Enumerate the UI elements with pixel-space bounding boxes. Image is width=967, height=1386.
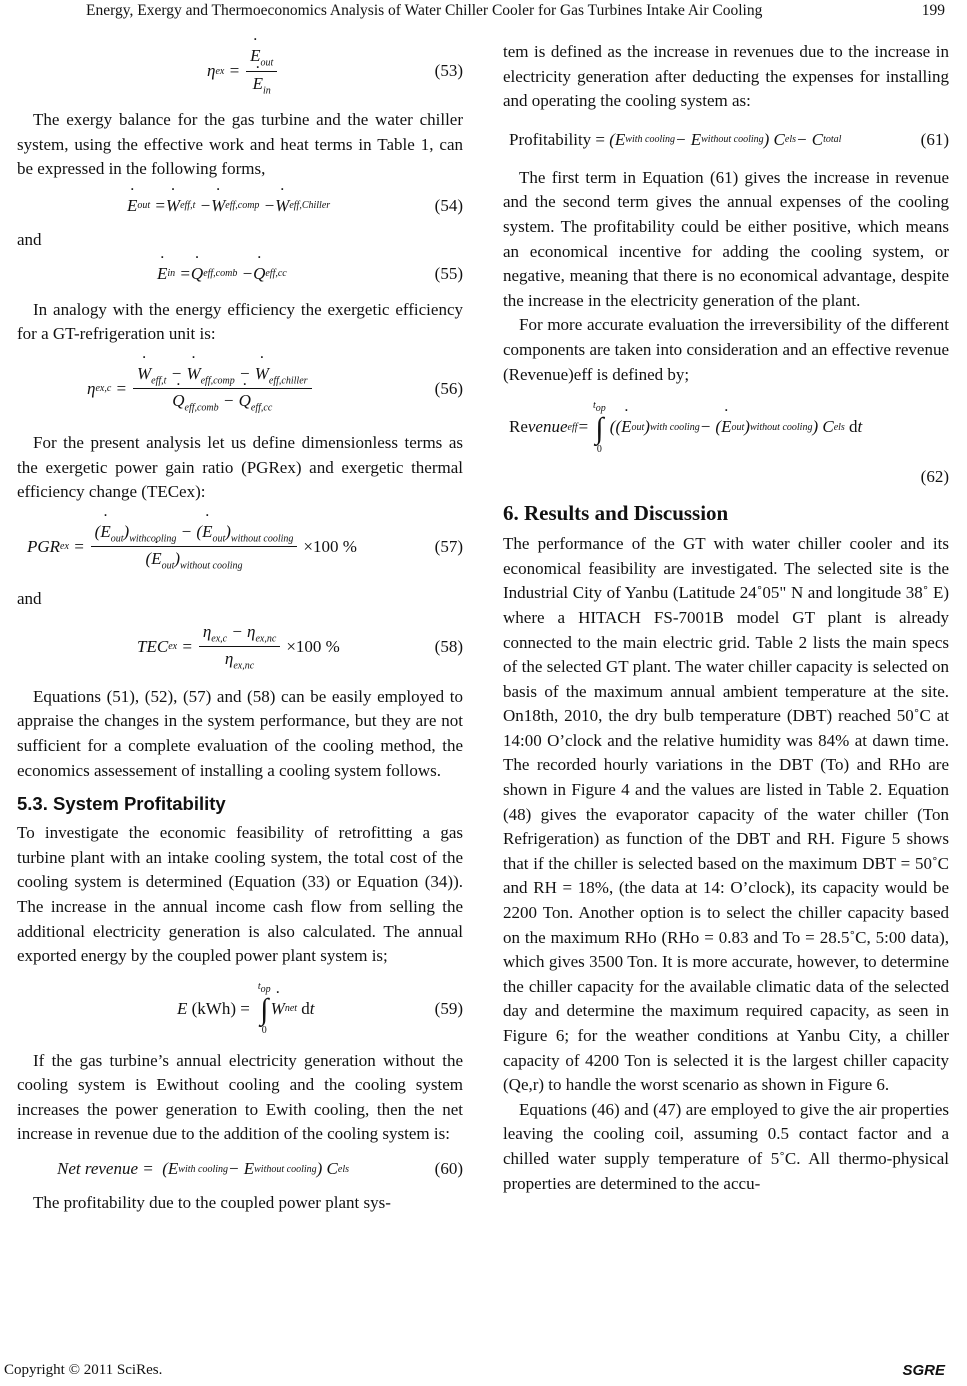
paragraph-irreversibility: For more accurate evaluation the irreversibility of the different components are taken into consideration and an effective revenue (Revenue)eff is defined by; [503,315,949,384]
equation-54: ˙ E out = ˙ W eff,t − ˙ W eff,comp − ˙ W eff,Chiller (54) [17,182,463,230]
equation-56: η ex,c = ˙ $W_{eff,t}$ − ˙ $W_{eff,comp}$ − ˙ $W_{eff,chiller}$ ˙ $Q_{eff,comb}$ − ˙ $Q_{eff,cc}$ (56) [17,347,463,431]
equation-53: η ex = ˙ $E_{out}$ ˙ $E_{in}$ (53) [17,40,463,102]
running-title: Energy, Exergy and Thermoeconomics Analysis of Water Chiller Cooler for Gas Turbines Intake Air Cooling [86,2,763,19]
paragraph-exergy-balance: The exergy balance for the gas turbine and the water chiller system, using the effective work and heat terms in Table 1, can be expressed in the following forms, [17,110,463,179]
paragraph-first-term: The first term in Equation (61) gives the increase in revenue and the second term gives the annual expenses of the cooling system. The profitability could be either positive, which means an economical incentive for adding the cooling system, or negative, meaning that there is no economical advantage, despite the increase in the electricity generation of the plant. [503,167,949,310]
paragraph-equations-employed: Equations (51), (52), (57) and (58) can be easily employed to appraise the changes in the system performance, but they are not sufficient for a complete evaluation of the cooling method, the economics assessement of installing a cooling system follows. [17,686,463,780]
equation-62-body: Re venue eff = $t_{op}$ ∫ 0 (( ˙ E out ) with cooling − ( ˙ E out ) without cooling ) C els d t [503,387,949,467]
equation-57: PGR ex = $\frac{(˙ E_{out})_{withcooling} - (˙ E_{out})_{without cooling}}{(˙ E_{out})_{without cooling}}$ ×100 % (57) [17,505,463,589]
paragraph-dimensionless-terms: For the present analysis let us define dimensionless terms as the exergetic power gain ratio (PGRex) and exergetic thermal efficiency change (TECex): [17,432,463,502]
section-heading-6: 6. Results and Discussion [503,501,729,526]
text-and-2: and [17,588,42,608]
section-heading-5-3: 5.3. System Profitability [17,793,226,815]
equation-62-number: (62) [920,467,949,487]
running-header [0,2,967,24]
paragraph-results: The performance of the GT with water chiller cooler and its economical feasibility are investigated. The selected site is the Industrial City of Yanbu (Latitude 24˚05" N and longitude 38˚ E) where a HITACH FS-7001B model GT plant is already connected to the main electric grid. Table 2 lists the main specs of the selected GT plant. The water chiller capacity is selected on basis of the maximum annual ambient temperature at the site. On18th, 2010, the dry bulb temperature (DBT) reached 50˚C at 14:00 O’clock and the relative humidity was 84% at dawn time. The recorded hourly variations in the DBT (To) and RHo are shown in Figure 4 and the values are listed in Table 2. Equation (48) gives the evaporator capacity of the water chiller (Ton Refrigeration) as function of the DBT and RH. Figure 5 shows that if the chiller is selected based on the maximum DBT = 50˚C and RH = 18%, (the data at 14: O’clock), its capacity would be 2200 Ton. Another option is to select the chiller capacity based on the maximum RHo (RHo = 0.83 and To = 28.5˚C, 5:00 data), which gives 3500 Ton. It is more accurate, however, to determine the chiller capacity for the available climatic data of the selected day and determine the maximum required capacity, as seen in Figure 6; for the weather conditions at Yanbu City, a chiller capacity of 4200 Ton is selected it is the largest chiller capacity (Qe,r) to handle the worst scenario as shown in Figure 6. [503,534,949,1095]
equation-59: E (kWh) = $t_{op}$ ∫ 0 ˙ W net d t (59) [17,969,463,1049]
paragraph-economic-feasibility: To investigate the economic feasibility of retrofitting a gas turbine plant with an intake cooling system, the total cost of the cooling system is determined (Equation (33) or Equation (34)). The increase in the annual income cash flow from selling the additional electricity generation is also calculated. The annual exported energy by the coupled power plant system is; [17,823,463,966]
equation-55: ˙ E in = ˙ Q eff,comb − ˙ Q eff,cc (55) [17,250,463,298]
right-column [503,40,949,1196]
equation-61: Profitability = (E with cooling − E without cooling ) C els − C total (61) [509,129,949,149]
equation-58: TEC ex = $\frac{\eta_{ex,c} - \eta_{ex,nc}}{\eta_{ex,nc}}$ ×100 % (58) [137,621,463,672]
paragraph-air-properties: Equations (46) and (47) are employed to give the air properties leaving the cooling coil, assuming 0.5 contact factor and a chilled water supply temperature of 5˚C. All thermo-physical properties are determined to the accu- [503,1099,949,1193]
paragraph-profitability-start: The profitability due to the coupled power plant sys- [33,1193,391,1213]
left-column [17,40,463,1216]
journal-name: SGRE [902,1362,945,1379]
equation-60: Net revenue = (E with cooling − E without cooling ) C els (60) [57,1159,463,1179]
paragraph-exergetic-efficiency: In analogy with the energy efficiency the exergetic efficiency for a GT-refrigeration unit is: [17,299,463,344]
text-and-1: and [17,229,42,249]
copyright-text: Copyright © 2011 SciRes. [4,1362,163,1378]
page-number: 199 [921,2,945,19]
paragraph-profitability-cont: tem is defined as the increase in revenues due to the increase in electricity generation after deducting the expenses for installing and operating the cooling system as: [503,42,949,111]
paragraph-net-revenue: If the gas turbine’s annual electricity generation without the cooling system is Ewithout cooling and the cooling system increases the power generation to Ewith cooling, then the net increase in revenue due to the addition of the cooling system is: [17,1050,463,1144]
